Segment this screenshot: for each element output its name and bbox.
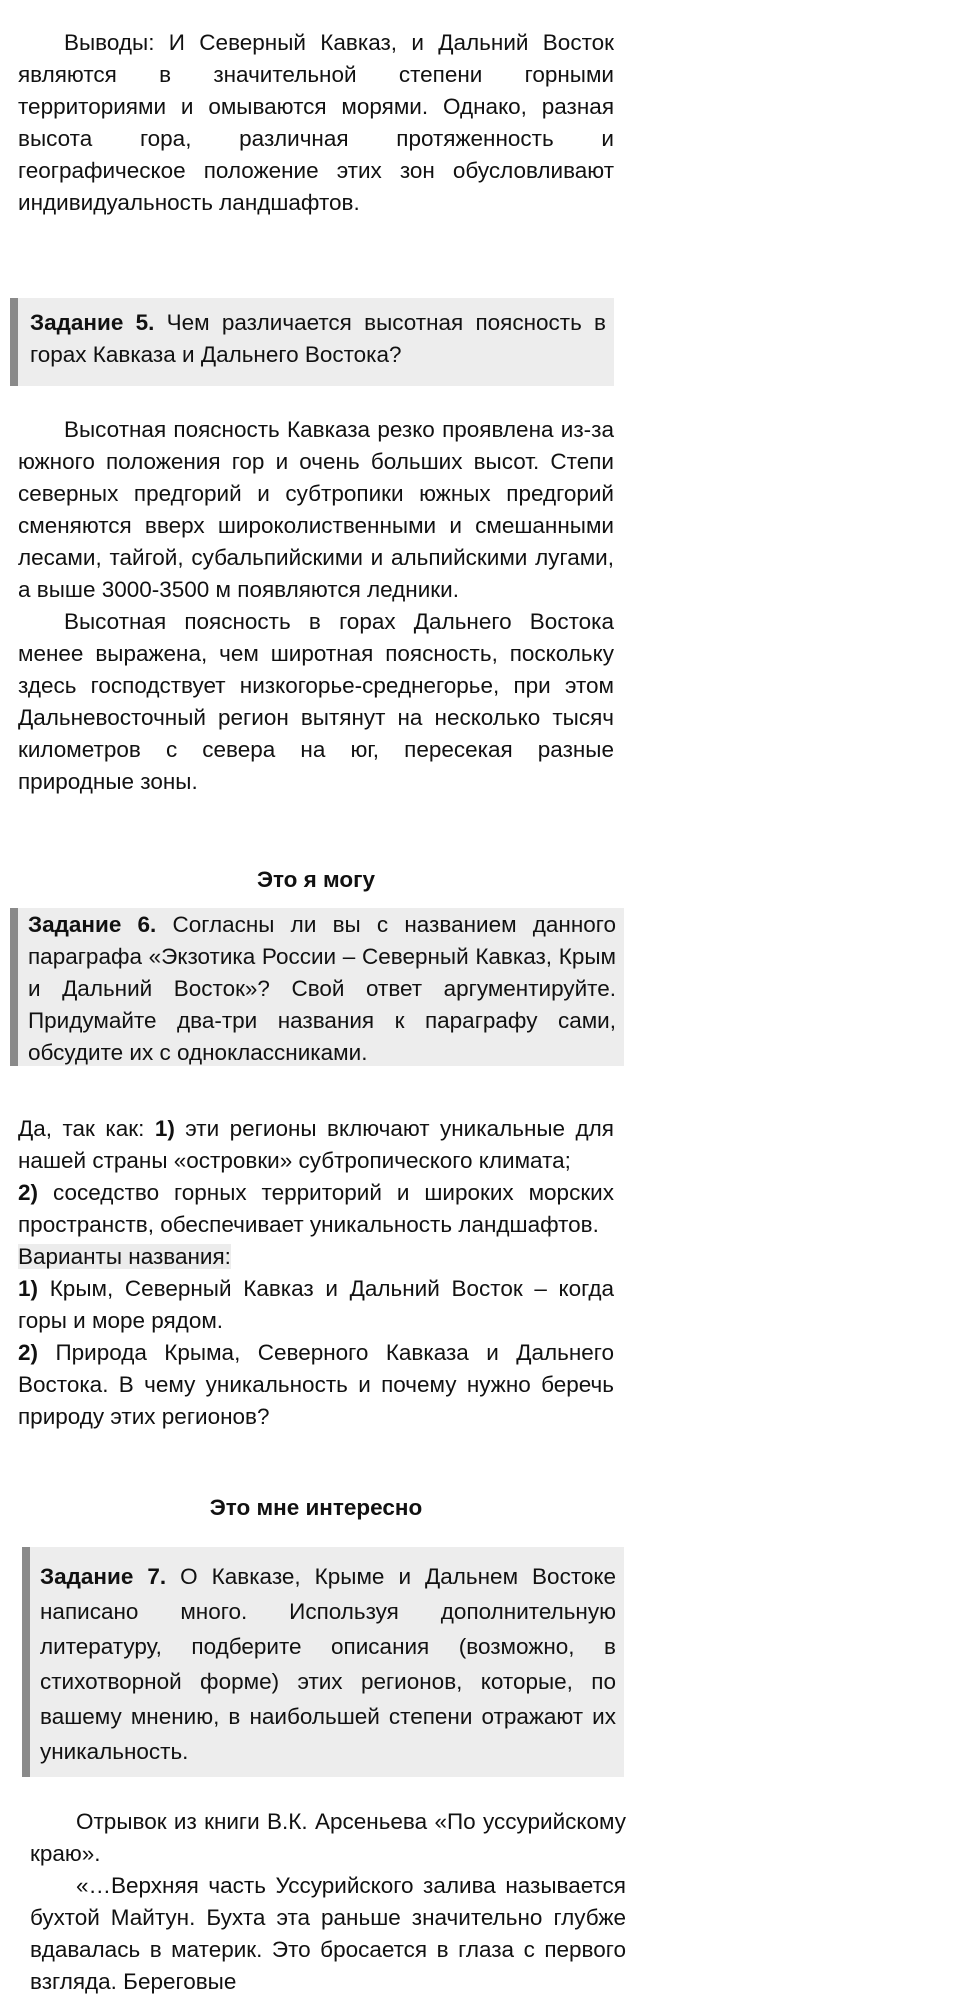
reason-number-2: 2)	[18, 1180, 39, 1205]
reason-2: соседство горных территорий и широких морских пространств, обеспечивает уникальность ландшафтов.	[18, 1180, 614, 1237]
variant-2-line	[18, 1337, 614, 1433]
task-7-box	[22, 1547, 624, 1777]
variant-1-line	[18, 1273, 614, 1337]
task-6-label: Задание 6.	[28, 912, 157, 937]
task-5-text: Чем различается высотная поясность в горах Кавказа и Дальнего Востока?	[30, 310, 606, 367]
section-heading-2: Это мне интересно	[209, 1495, 423, 1520]
section-heading-1: Это я могу	[256, 867, 376, 892]
variant-2: Природа Крыма, Северного Кавказа и Дальнего Востока. В чему уникальность и почему нужно беречь природу этих регионов?	[18, 1340, 614, 1429]
task-7-excerpt	[30, 1806, 626, 1998]
variants-label-line	[18, 1241, 614, 1273]
task-5-answer	[18, 414, 614, 798]
task-6-answer	[18, 1113, 614, 1433]
excerpt-intro: Отрывок из книги В.К. Арсеньева «По уссурийскому краю».	[30, 1809, 626, 1866]
variants-label: Варианты названия:	[18, 1244, 231, 1269]
conclusion-paragraph: Выводы: И Северный Кавказ, и Дальний Восток являются в значительной степени горными территориями и омываются морями. Однако, разная высота гора, различная протяженность и географическое положение этих зон обусловливают индивидуальность ландшафтов.	[18, 30, 614, 215]
task-7-label: Задание 7.	[40, 1564, 167, 1589]
task-5-box	[10, 298, 614, 386]
task-5-answer-paragraph-2: Высотная поясность в горах Дальнего Востока менее выражена, чем широтная поясность, поскольку здесь господствует низкогорье-среднегорье, при этом Дальневосточный регион вытянут на несколько тысяч километров с севера на юг, пересекая разные природные зоны.	[18, 609, 614, 794]
answer-intro: Да, так как:	[18, 1116, 155, 1141]
reason-number-1: 1)	[154, 1116, 175, 1141]
task-5-label: Задание 5.	[30, 310, 155, 335]
task-5-answer-paragraph-1: Высотная поясность Кавказа резко проявлена из-за южного положения гор и очень больших высот. Степи северных предгорий и субтропики южных предгорий сменяются вверх широколиственными и смешанными лесами, тайгой, субальпийскими и альпийскими лугами, а выше 3000-3500 м появляются ледники.	[18, 417, 614, 602]
task-6-text: Согласны ли вы с названием данного параграфа «Экзотика России – Северный Кавказ, Крым и Дальний Восток»? Свой ответ аргументируйте. Придумайте два-три названия к параграфу сами, обсудите их с одноклассниками.	[28, 912, 616, 1065]
excerpt-text: «…Верхняя часть Уссурийского залива называется бухтой Майтун. Бухта эта раньше значительно глубже вдавалась в материк. Это бросается в глаза с первого взгляда. Береговые	[30, 1873, 626, 1994]
reason-1: эти регионы включают уникальные для нашей страны «островки» субтропического климата;	[18, 1116, 614, 1173]
variant-number-1: 1)	[18, 1276, 39, 1301]
variant-number-2: 2)	[18, 1340, 39, 1365]
task-7-text: О Кавказе, Крыме и Дальнем Востоке написано много. Используя дополнительную литературу, подберите описания (возможно, в стихотворной форме) этих регионов, которые, по вашему мнению, в наибольшей степени отражают их уникальность.	[40, 1564, 617, 1764]
conclusion-block	[18, 27, 614, 219]
task-6-reasons	[18, 1113, 614, 1241]
task-6-box	[10, 908, 624, 1066]
variant-1: Крым, Северный Кавказ и Дальний Восток – когда горы и море рядом.	[18, 1276, 614, 1333]
